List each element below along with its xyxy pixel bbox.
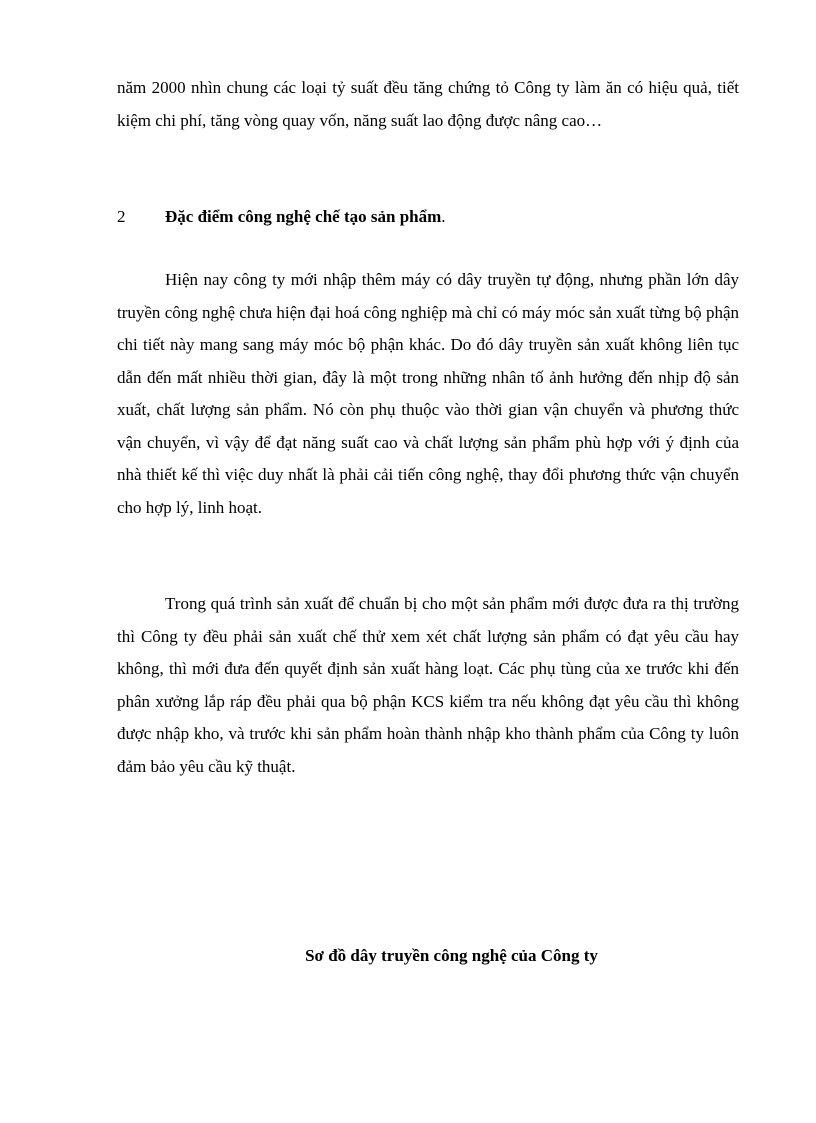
technology-paragraph: Hiện nay công ty mới nhập thêm máy có dây truyền tự động, nhưng phần lớn dây truyền công nghệ chưa hiện đại hoá công nghiệp mà chỉ có máy móc sản xuất từng bộ phận chi tiết này mang sang máy móc bộ phận khác. Do đó dây truyền sản xuất không liên tục dẫn đến mất nhiều thời gian, đây là một trong những nhân tố ảnh hưởng đến nhịp độ sản xuất, chất lượng sản phẩm. Nó còn phụ thuộc vào thời gian vận chuyển và phương thức vận chuyển, vì vậy để đạt năng suất cao và chất lượng sản phẩm phù hợp với ý định của nhà thiết kế thì việc duy nhất là phải cải tiến công nghệ, thay đổi phương thức vận chuyển cho hợp lý, linh hoạt. xyxy=(117,270,739,517)
section-title-period: . xyxy=(441,207,446,226)
diagram-title: Sơ đồ dây truyền công nghệ của Công ty xyxy=(305,946,598,965)
section-title: Đặc điểm công nghệ chế tạo sản phẩm xyxy=(165,207,442,226)
section-number: 2 xyxy=(117,207,126,226)
intro-paragraph: năm 2000 nhìn chung các loại tỷ suất đều tăng chứng tỏ Công ty làm ăn có hiệu quả, tiết kiệm chi phí, tăng vòng quay vốn, năng suất lao động được nâng cao… xyxy=(117,78,739,130)
production-paragraph: Trong quá trình sản xuất để chuẩn bị cho một sản phẩm mới được đưa ra thị trường thì Công ty đều phải sản xuất chế thử xem xét chất lượng sản phẩm có đạt yêu cầu hay không, thì mới đưa đến quyết định sản xuất hàng loạt. Các phụ tùng của xe trước khi đến phân xưởng lắp ráp đều phải qua bộ phận KCS kiểm tra nếu không đạt yêu cầu thì không được nhập kho, và trước khi sản phẩm hoàn thành nhập kho thành phẩm của Công ty luôn đảm bảo yêu cầu kỹ thuật. xyxy=(117,594,739,776)
section-heading xyxy=(117,201,446,233)
